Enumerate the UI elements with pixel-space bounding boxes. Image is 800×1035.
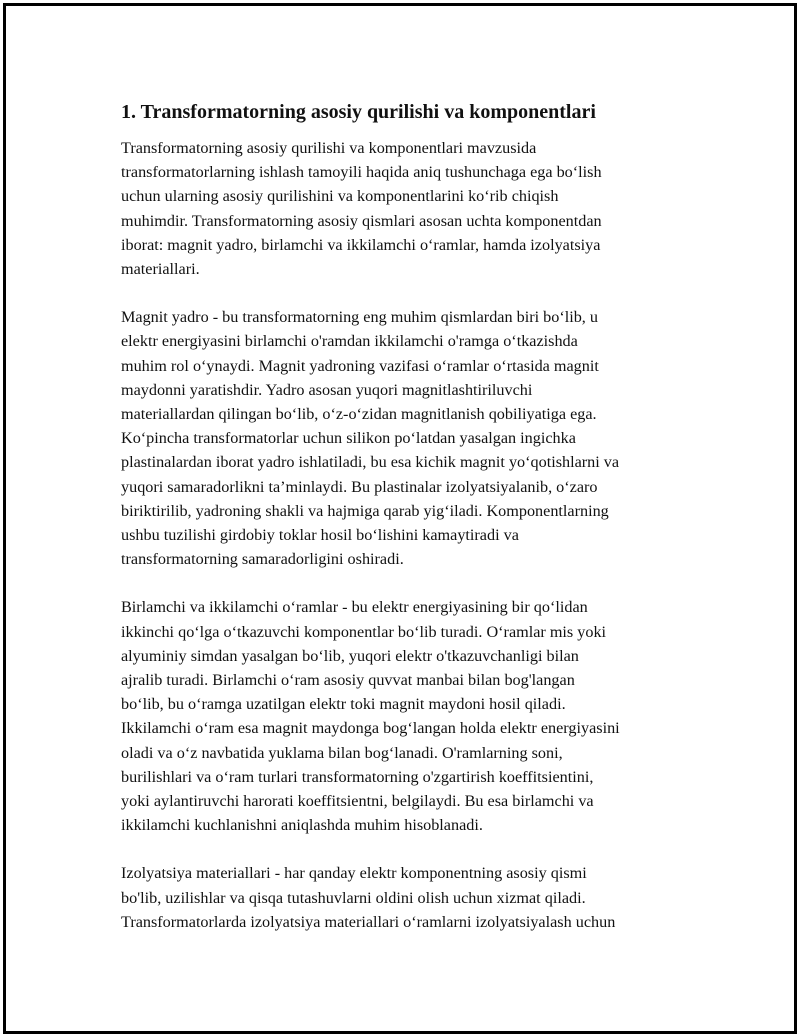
section-heading: 1. Transformatorning asosiy qurilishi va komponentlari [121, 101, 596, 123]
paragraph-magnetic-core: Magnit yadro - bu transformatorning eng muhim qismlardan biri bo‘lib, u elektr energiyasini birlamchi o'ramdan ikkilamchi o'ramga o‘tkazishda muhim rol o‘ynaydi. Magnit yadroning vazifasi o‘ramlar o‘rtasida magnit maydonni yaratishdir. Yadro asosan yuqori magnitlashtiriluvchi materiallardan qilingan bo‘lib, o‘z-o‘zidan magnitlanish qobiliyatiga ega. Ko‘pincha transformatorlar uchun silikon po‘latdan yasalgan ingichka plastinalardan iborat yadro ishlatiladi, bu esa kichik magnit yo‘qotishlarni va yuqori samaradorlikni ta’minlaydi. Bu plastinalar izolyatsiyalanib, o‘zaro biriktirilib, yadroning shakli va hajmiga qarab yig‘iladi. Komponentlarning ushbu tuzilishi girdobiy toklar hosil bo‘lishini kamaytiradi va transformatorning samaradorligini oshiradi. [121, 308, 620, 569]
paragraph-windings: Birlamchi va ikkilamchi o‘ramlar - bu elektr energiyasining bir qo‘lidan ikkinchi qo‘lga o‘tkazuvchi komponentlar bo‘lib turadi. O‘ramlar mis yoki alyuminiy simdan yasalgan bo‘lib, yuqori elektr o'tkazuvchanligi bilan ajralib turadi. Birlamchi o‘ram asosiy quvvat manbai bilan bog'langan bo‘lib, bu o‘ramga uzatilgan elektr toki magnit maydoni hosil qiladi. Ikkilamchi o‘ram esa magnit maydonga bog‘langan holda elektr energiyasini oladi va o‘z navbatida yuklama bilan bog‘lanadi. O'ramlarning soni, burilishlari va o‘ram turlari transformatorning o'zgartirish koeffitsientini, yoki aylantiruvchi harorati koeffitsientni, belgilaydi. Bu esa birlamchi va ikkilamchi kuchlanishni aniqlashda muhim hisoblanadi. [121, 598, 620, 835]
document-page [3, 3, 797, 1034]
paragraph-intro: Transformatorning asosiy qurilishi va komponentlari mavzusida transformatorlarning ishlash tamoyili haqida aniq tushunchaga ega bo‘lish uchun ularning asosiy qurilishini va komponentlarini ko‘rib chiqish muhimdir. Transformatorning asosiy qismlari asosan uchta komponentdan iborat: magnit yadro, birlamchi va ikkilamchi o‘ramlar, hamda izolyatsiya materiallari. [121, 139, 602, 279]
paragraph-insulation: Izolyatsiya materiallari - har qanday elektr komponentning asosiy qismi bo'lib, uzilishlar va qisqa tutashuvlarni oldini olish uchun xizmat qiladi. Transformatorlarda izolyatsiya materiallari o‘ramlarni izolyatsiyalash uchun [121, 864, 616, 931]
document-body [121, 98, 696, 958]
